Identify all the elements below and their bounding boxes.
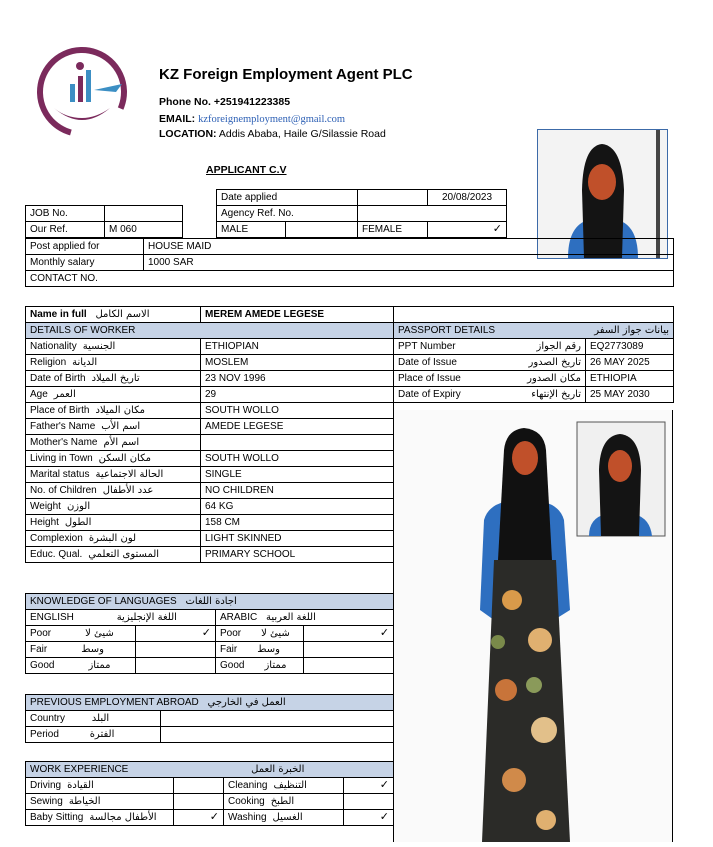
experience-right-check bbox=[344, 794, 394, 810]
date-applied-table bbox=[216, 189, 507, 206]
post-label: Post applied for bbox=[26, 239, 144, 255]
passport-section-header bbox=[394, 323, 674, 339]
detail-label: Marital status bbox=[30, 469, 90, 480]
detail-label-cell bbox=[26, 435, 201, 451]
arabic-level-label: Good bbox=[220, 660, 245, 671]
detail-value: SOUTH WOLLO bbox=[201, 451, 394, 467]
table-row bbox=[26, 435, 394, 451]
detail-label: Complexion bbox=[30, 533, 83, 544]
period-value bbox=[161, 727, 394, 743]
worker-section-header: DETAILS OF WORKER bbox=[26, 323, 394, 339]
arabic-level-ar: ممتاز bbox=[264, 660, 287, 671]
detail-label-cell bbox=[26, 451, 201, 467]
country-ar: البلد bbox=[91, 713, 110, 724]
experience-right-check: ✓ bbox=[344, 778, 394, 794]
detail-label: Religion bbox=[30, 357, 67, 368]
detail-label: Educ. Qual. bbox=[30, 549, 83, 560]
job-no-value bbox=[105, 206, 183, 222]
experience-left-check bbox=[174, 794, 224, 810]
arabic-level-cell bbox=[216, 658, 304, 674]
agency-location bbox=[159, 129, 386, 140]
detail-value: SOUTH WOLLO bbox=[201, 403, 394, 419]
detail-value: AMEDE LEGESE bbox=[201, 419, 394, 435]
detail-value: PRIMARY SCHOOL bbox=[201, 547, 394, 563]
passport-value: EQ2773089 bbox=[586, 339, 674, 355]
languages-section-ar: اجادة اللغات bbox=[185, 596, 237, 607]
arabic-level-ar: وسط bbox=[257, 644, 280, 655]
detail-label: Living in Town bbox=[30, 453, 93, 464]
agency-name: KZ Foreign Employment Agent PLC bbox=[159, 66, 413, 83]
experience-right-cell bbox=[224, 778, 344, 794]
english-level-label: Good bbox=[30, 660, 55, 671]
detail-label-ar: مكان السكن bbox=[98, 453, 151, 464]
passport-label-cell bbox=[394, 387, 586, 403]
detail-label-cell bbox=[26, 499, 201, 515]
english-level-check bbox=[136, 658, 216, 674]
arabic-level-label: Poor bbox=[220, 628, 242, 639]
passport-label-cell bbox=[394, 371, 586, 387]
table-row bbox=[394, 371, 674, 387]
full-body-photo bbox=[393, 410, 673, 842]
detail-value: NO CHILDREN bbox=[201, 483, 394, 499]
worker-details-table bbox=[25, 306, 394, 563]
english-level-ar: وسط bbox=[81, 644, 104, 655]
table-row bbox=[26, 658, 394, 674]
languages-section-header bbox=[26, 594, 394, 610]
detail-value: 23 NOV 1996 bbox=[201, 371, 394, 387]
english-level-cell bbox=[26, 626, 136, 642]
passport-section-title: PASSPORT DETAILS bbox=[398, 325, 496, 336]
our-ref-value: M 060 bbox=[105, 222, 183, 238]
languages-section-title: KNOWLEDGE OF LANGUAGES bbox=[30, 596, 177, 607]
detail-label: Age bbox=[30, 389, 48, 400]
period-label-cell bbox=[26, 727, 161, 743]
detail-label-ar: الجنسية bbox=[82, 341, 116, 352]
detail-label-cell bbox=[26, 419, 201, 435]
job-ref-table bbox=[25, 205, 507, 238]
passport-label: Place of Issue bbox=[398, 373, 461, 384]
experience-right-ar: التنظيف bbox=[273, 780, 307, 791]
female-check: ✓ bbox=[428, 222, 507, 238]
salary-value: 1000 SAR bbox=[144, 255, 674, 271]
passport-label-cell bbox=[394, 339, 586, 355]
table-row bbox=[26, 451, 394, 467]
detail-label-ar: عدد الأطفال bbox=[102, 485, 154, 496]
detail-label-cell bbox=[26, 387, 201, 403]
detail-value: MOSLEM bbox=[201, 355, 394, 371]
table-row bbox=[26, 339, 394, 355]
passport-label-ar: تاريخ الإنتهاء bbox=[531, 389, 581, 400]
detail-label-ar: الحالة الاجتماعية bbox=[95, 469, 164, 480]
experience-left-ar: القيادة bbox=[67, 780, 94, 791]
detail-label-cell bbox=[26, 403, 201, 419]
contact-label: CONTACT NO. bbox=[26, 271, 674, 287]
table-row bbox=[26, 499, 394, 515]
period-ar: الفترة bbox=[89, 729, 115, 740]
detail-label-ar: الطول bbox=[64, 517, 92, 528]
arabic-level-label: Fair bbox=[220, 644, 238, 655]
table-row bbox=[26, 483, 394, 499]
experience-right-label: Washing bbox=[228, 812, 267, 823]
phone-label: Phone No. bbox=[159, 96, 211, 108]
country-label: Country bbox=[30, 713, 66, 724]
table-row bbox=[394, 339, 674, 355]
gap-cell bbox=[183, 206, 217, 222]
experience-left-check bbox=[174, 778, 224, 794]
english-level-label: Fair bbox=[30, 644, 48, 655]
period-label: Period bbox=[30, 729, 59, 740]
english-level-cell bbox=[26, 642, 136, 658]
passport-label: PPT Number bbox=[398, 341, 456, 352]
table-row bbox=[26, 403, 394, 419]
previous-section-ar: العمل في الخارجي bbox=[207, 697, 286, 708]
detail-label: Height bbox=[30, 517, 59, 528]
arabic-ar: اللغة العربية bbox=[266, 612, 316, 623]
table-row bbox=[26, 778, 394, 794]
table-row bbox=[26, 515, 394, 531]
detail-label: Mother's Name bbox=[30, 437, 98, 448]
english-level-ar: شيئ لا bbox=[85, 628, 114, 639]
experience-left-ar: الخياطة bbox=[68, 796, 101, 807]
arabic-level-check bbox=[304, 642, 394, 658]
detail-label-ar: الوزن bbox=[66, 501, 91, 512]
experience-section-header bbox=[26, 762, 394, 778]
blank-cell bbox=[358, 190, 428, 206]
experience-right-cell bbox=[224, 794, 344, 810]
experience-left-cell bbox=[26, 778, 174, 794]
agency-logo-icon bbox=[36, 46, 132, 138]
arabic-level-check: ✓ bbox=[304, 626, 394, 642]
gap-cell bbox=[183, 222, 217, 238]
detail-label-ar: تاريخ الميلاد bbox=[91, 373, 140, 384]
languages-table bbox=[25, 593, 394, 674]
detail-label-ar: الديانة bbox=[72, 357, 98, 368]
email-value[interactable]: kzforeignemployment@gmail.com bbox=[198, 114, 346, 125]
detail-label-cell bbox=[26, 371, 201, 387]
experience-right-label: Cleaning bbox=[228, 780, 268, 791]
english-label: ENGLISH bbox=[30, 612, 74, 623]
agency-ref-label: Agency Ref. No. bbox=[217, 206, 358, 222]
table-row bbox=[394, 387, 674, 403]
experience-right-label: Cooking bbox=[228, 796, 265, 807]
arabic-level-check bbox=[304, 658, 394, 674]
experience-left-check: ✓ bbox=[174, 810, 224, 826]
table-row bbox=[26, 547, 394, 563]
passport-value: ETHIOPIA bbox=[586, 371, 674, 387]
detail-label: No. of Children bbox=[30, 485, 97, 496]
detail-value: SINGLE bbox=[201, 467, 394, 483]
page-title: APPLICANT C.V bbox=[206, 164, 287, 176]
detail-label-cell bbox=[26, 531, 201, 547]
our-ref-label: Our Ref. bbox=[26, 222, 105, 238]
location-label: LOCATION: bbox=[159, 128, 217, 140]
table-row bbox=[26, 531, 394, 547]
table-row bbox=[26, 371, 394, 387]
table-row bbox=[26, 419, 394, 435]
passport-section-ar: بيانات جواز السفر bbox=[594, 325, 669, 336]
detail-label-ar: اسم الأب bbox=[101, 421, 141, 432]
passport-label-ar: مكان الصدور bbox=[527, 373, 581, 384]
table-row bbox=[26, 387, 394, 403]
detail-value: 158 CM bbox=[201, 515, 394, 531]
english-level-check bbox=[136, 642, 216, 658]
previous-employment-table bbox=[25, 694, 394, 743]
passport-label-cell bbox=[394, 355, 586, 371]
detail-label: Nationality bbox=[30, 341, 77, 352]
work-experience-table bbox=[25, 761, 394, 826]
detail-value bbox=[201, 435, 394, 451]
english-level-cell bbox=[26, 658, 136, 674]
english-level-ar: ممتاز bbox=[88, 660, 111, 671]
table-row bbox=[26, 467, 394, 483]
country-value bbox=[161, 711, 394, 727]
detail-label-cell bbox=[26, 515, 201, 531]
english-level-label: Poor bbox=[30, 628, 52, 639]
detail-label: Place of Birth bbox=[30, 405, 90, 416]
table-row bbox=[26, 355, 394, 371]
passport-table bbox=[393, 306, 674, 403]
experience-left-label: Driving bbox=[30, 780, 62, 791]
experience-left-ar: الأطفال مجالسة bbox=[89, 812, 157, 823]
table-row bbox=[394, 355, 674, 371]
english-level-check: ✓ bbox=[136, 626, 216, 642]
arabic-level-cell bbox=[216, 626, 304, 642]
experience-left-label: Baby Sitting bbox=[30, 812, 84, 823]
passport-label-ar: تاريخ الصدور bbox=[528, 357, 581, 368]
arabic-level-cell bbox=[216, 642, 304, 658]
job-no-label: JOB No. bbox=[26, 206, 105, 222]
experience-right-ar: الطبخ bbox=[270, 796, 295, 807]
passport-label-ar: رقم الجواز bbox=[536, 341, 581, 352]
detail-label-cell bbox=[26, 339, 201, 355]
experience-section-title: WORK EXPERIENCE bbox=[30, 764, 129, 775]
name-label-ar: الاسم الكامل bbox=[95, 309, 150, 320]
name-label-cell bbox=[26, 307, 201, 323]
detail-value: ETHIOPIAN bbox=[201, 339, 394, 355]
detail-label-ar: العمر bbox=[53, 389, 76, 400]
phone-number: +251941223385 bbox=[213, 96, 291, 108]
english-ar: اللغة الإنجليزية bbox=[116, 612, 177, 623]
experience-right-check: ✓ bbox=[344, 810, 394, 826]
detail-label-ar: اسم الأم bbox=[103, 437, 140, 448]
post-value: HOUSE MAID bbox=[144, 239, 674, 255]
detail-label-ar: المستوى التعلمي bbox=[88, 549, 160, 560]
arabic-label: ARABIC bbox=[220, 612, 258, 623]
table-row bbox=[26, 794, 394, 810]
detail-label-ar: لون البشرة bbox=[88, 533, 137, 544]
post-table bbox=[25, 238, 674, 287]
detail-value: 29 bbox=[201, 387, 394, 403]
passport-label: Date of Issue bbox=[398, 357, 457, 368]
table-row bbox=[26, 626, 394, 642]
arabic-level-ar: شيئ لا bbox=[261, 628, 290, 639]
agency-phone bbox=[159, 97, 290, 108]
detail-label-cell bbox=[26, 483, 201, 499]
detail-label-cell bbox=[26, 547, 201, 563]
detail-value: 64 KG bbox=[201, 499, 394, 515]
female-label: FEMALE bbox=[358, 222, 428, 238]
location-value: Addis Ababa, Haile G/Silassie Road bbox=[218, 128, 386, 140]
experience-right-ar: الغسيل bbox=[272, 812, 303, 823]
passport-label: Date of Expiry bbox=[398, 389, 461, 400]
experience-left-cell bbox=[26, 810, 174, 826]
experience-left-label: Sewing bbox=[30, 796, 63, 807]
detail-label-ar: مكان الميلاد bbox=[95, 405, 145, 416]
email-label: EMAIL: bbox=[159, 113, 196, 125]
english-header bbox=[26, 610, 216, 626]
passport-top-blank bbox=[394, 307, 674, 323]
table-row bbox=[26, 642, 394, 658]
agency-ref-value bbox=[358, 206, 507, 222]
passport-value: 26 MAY 2025 bbox=[586, 355, 674, 371]
date-applied-value: 20/08/2023 bbox=[428, 190, 507, 206]
detail-label: Date of Birth bbox=[30, 373, 86, 384]
previous-section-header bbox=[26, 695, 394, 711]
arabic-header bbox=[216, 610, 394, 626]
experience-right-cell bbox=[224, 810, 344, 826]
previous-section-title: PREVIOUS EMPLOYMENT ABROAD bbox=[30, 697, 199, 708]
passport-value: 25 MAY 2030 bbox=[586, 387, 674, 403]
name-value: MEREM AMEDE LEGESE bbox=[201, 307, 394, 323]
salary-label: Monthly salary bbox=[26, 255, 144, 271]
detail-label-cell bbox=[26, 467, 201, 483]
experience-left-cell bbox=[26, 794, 174, 810]
detail-value: LIGHT SKINNED bbox=[201, 531, 394, 547]
male-label: MALE bbox=[217, 222, 286, 238]
name-label: Name in full bbox=[30, 309, 87, 320]
agency-email bbox=[159, 114, 345, 126]
experience-section-ar: الخبرة العمل bbox=[251, 764, 305, 775]
table-row bbox=[26, 810, 394, 826]
detail-label: Father's Name bbox=[30, 421, 96, 432]
date-applied-label: Date applied bbox=[217, 190, 358, 206]
detail-label: Weight bbox=[30, 501, 61, 512]
male-check bbox=[286, 222, 358, 238]
country-label-cell bbox=[26, 711, 161, 727]
detail-label-cell bbox=[26, 355, 201, 371]
